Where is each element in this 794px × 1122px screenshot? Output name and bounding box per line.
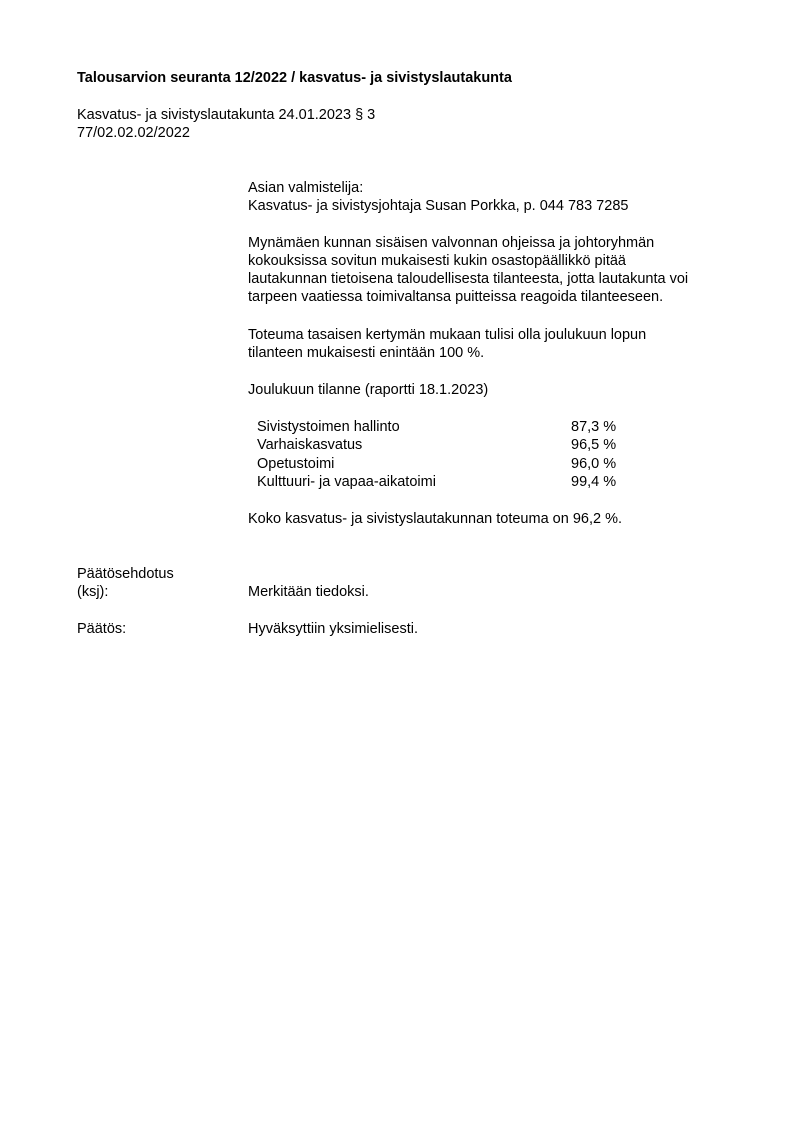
paragraph-line: kokouksissa sovitun mukaisesti kukin osastopäällikkö pitää (248, 253, 626, 269)
paragraph-line: Toteuma tasaisen kertymän mukaan tulisi olla joulukuun lopun (248, 327, 647, 343)
decision-text: Hyväksyttiin yksimielisesti. (248, 621, 418, 637)
paragraph-line: Mynämäen kunnan sisäisen valvonnan ohjeissa ja johtoryhmän (248, 235, 655, 251)
report-row-value: 96,0 % (571, 456, 617, 472)
record-number: 77/02.02.02/2022 (77, 125, 190, 141)
proposal-label-suffix: (ksj): (77, 584, 109, 600)
meeting-line: Kasvatus- ja sivistyslautakunta 24.01.2023 § 3 (77, 107, 376, 123)
decision-label: Päätös: (77, 621, 127, 637)
paragraph-line: tilanteen mukaisesti enintään 100 %. (248, 345, 485, 361)
report-heading: Joulukuun tilanne (raportti 18.1.2023) (248, 382, 489, 398)
report-row-label: Opetustoimi (257, 456, 335, 472)
paragraph-line: lautakunnan tietoisena taloudellisesta tilanteesta, jotta lautakunta voi (248, 271, 689, 287)
paragraph-line: tarpeen vaatiessa toimivaltansa puitteissa reagoida tilanteeseen. (248, 289, 664, 305)
report-row-label: Varhaiskasvatus (257, 437, 363, 453)
preparer-name: Kasvatus- ja sivistysjohtaja Susan Porkka, p. 044 783 7285 (248, 198, 629, 214)
document-title: Talousarvion seuranta 12/2022 / kasvatus- ja sivistyslautakunta (77, 70, 512, 86)
preparer-label: Asian valmistelija: (248, 180, 364, 196)
proposal-label: Päätösehdotus (77, 566, 174, 582)
report-row-value: 99,4 % (571, 474, 617, 490)
report-row-label: Sivistystoimen hallinto (257, 419, 400, 435)
report-row-label: Kulttuuri- ja vapaa-aikatoimi (257, 474, 436, 490)
total-summary: Koko kasvatus- ja sivistyslautakunnan toteuma on 96,2 %. (248, 511, 622, 527)
report-row-value: 87,3 % (571, 419, 617, 435)
proposal-text: Merkitään tiedoksi. (248, 584, 369, 600)
report-row-value: 96,5 % (571, 437, 617, 453)
